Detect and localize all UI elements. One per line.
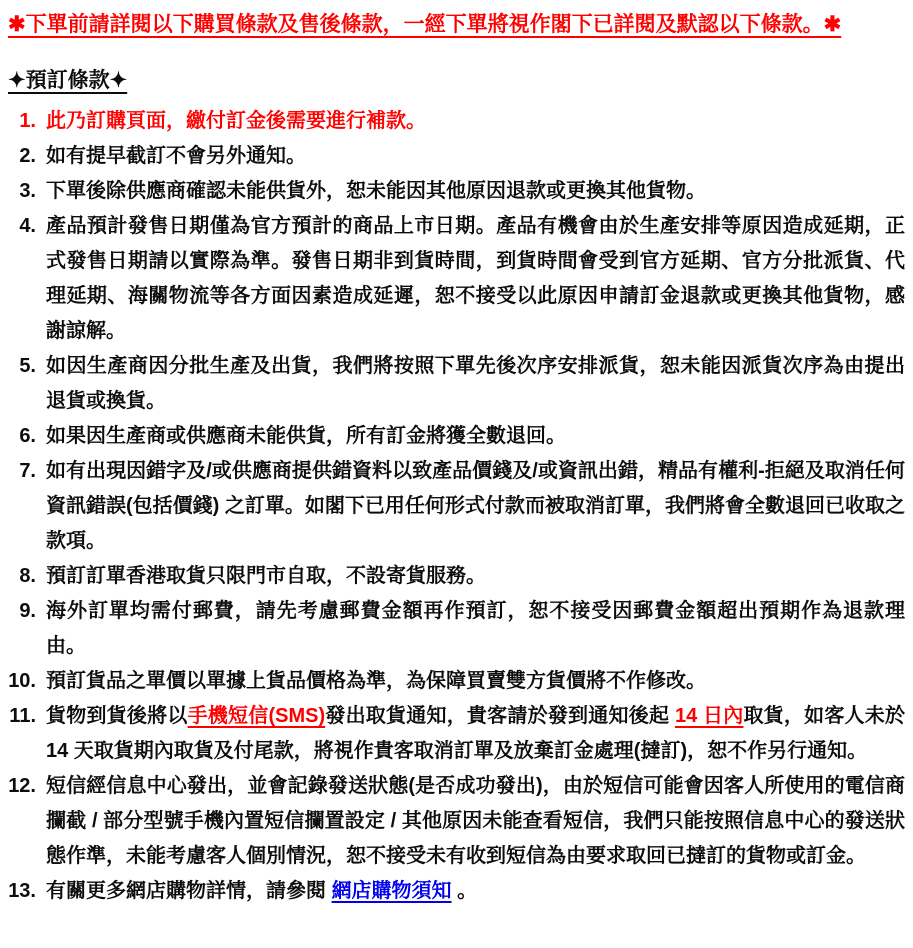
term-text [46,104,905,139]
term-text-segment: 發出取貨通知，貴客請於發到通知後起 [325,705,675,727]
term-number: 7. [19,460,36,482]
term-number: 8. [19,565,36,587]
term-item-9 [8,594,905,664]
term-item-13 [8,874,905,909]
term-text [46,699,905,769]
term-text [46,349,905,419]
term-number: 13. [8,880,36,902]
term-text [46,594,905,664]
term-text-segment: 海外訂單均需付郵費，請先考慮郵費金額再作預訂，恕不接受因郵費金額超出預期作為退款理由。 [46,600,905,657]
term-text [46,454,905,559]
term-text-segment: 有關更多網店購物詳情，請參閱 [46,880,332,902]
term-number: 5. [19,355,36,377]
term-text [46,769,905,874]
term-item-6 [8,419,905,454]
term-number: 1. [19,110,36,132]
term-text-segment: 產品預計發售日期僅為官方預計的商品上市日期。產品有機會由於生產安排等原因造成延期，正式發售日期請以實際為準。發售日期非到貨時間，到貨時間會受到官方延期、官方分批派貨、代理延期、海關物流等各方面因素造成延遲，恕不接受以此原因申請訂金退款或更換其他貨物，感謝諒解。 [46,215,905,342]
term-text [46,419,905,454]
highlight-text: 手機短信(SMS) [187,705,326,727]
section-title-preorder-terms: ✦預訂條款✦ [8,69,128,92]
term-text [46,874,905,909]
term-item-1 [8,104,905,139]
term-text [46,559,905,594]
term-text-segment: 。 [451,880,478,902]
term-item-11 [8,699,905,769]
term-text [46,174,905,209]
terms-list [8,104,905,909]
term-item-2 [8,139,905,174]
term-item-3 [8,174,905,209]
term-item-5 [8,349,905,419]
term-number: 11. [9,705,36,727]
term-text-segment: 取貨，如客人未於 14 天取貨期內取貨及付尾款，將視作貴客取消訂單及放棄訂金處理(撻訂)，恕不作另行通知。 [46,705,906,762]
term-number: 9. [19,600,36,622]
term-text-segment: 下單後除供應商確認未能供貨外，恕未能因其他原因退款或更換其他貨物。 [46,180,706,202]
term-number: 6. [19,425,36,447]
term-text [46,664,905,699]
term-number: 12. [8,775,36,797]
term-text-segment: 如因生產商因分批生產及出貨，我們將按照下單先後次序安排派貨，恕未能因派貨次序為由提出退貨或換貨。 [46,355,905,412]
term-number: 2. [19,145,36,167]
term-text-segment: 如有出現因錯字及/或供應商提供錯資料以致產品價錢及/或資訊出錯，精品有權利-拒絕及取消任何資訊錯誤(包括價錢) 之訂單。如閣下已用任何形式付款而被取消訂單，我們將會全數退回已收取之款項。 [46,460,905,552]
term-text-segment: 短信經信息中心發出，並會記錄發送狀態(是否成功發出)，由於短信可能會因客人所使用的電信商攔截 / 部分型號手機內置短信攔置設定 / 其他原因未能查看短信，我們只能按照信息中心的發送狀態作準，未能考慮客人個別情況，恕不接受未有收到短信為由要求取回已撻訂的貨物或訂金。 [46,775,905,867]
term-number: 10. [8,670,36,692]
term-item-4 [8,209,905,349]
term-item-8 [8,559,905,594]
term-item-10 [8,664,905,699]
term-text-segment: 如有提早截訂不會另外通知。 [46,145,306,167]
term-text-segment: 預訂訂單香港取貨只限門市自取，不設寄貨服務。 [46,565,486,587]
purchase-notice-banner: ✱下單前請詳閱以下購買條款及售後條款，一經下單將視作閣下已詳閱及默認以下條款。✱ [8,13,842,36]
term-text-segment: 預訂貨品之單價以單據上貨品價格為準，為保障買賣雙方貨價將不作修改。 [46,670,706,692]
term-number: 3. [19,180,36,202]
highlight-text: 14 日內 [674,705,744,727]
term-text [46,139,905,174]
term-number: 4. [19,215,36,237]
term-text-segment: 貨物到貨後將以 [46,705,188,727]
term-item-7 [8,454,905,559]
term-item-12 [8,769,905,874]
term-text [46,209,905,349]
shop-notice-link[interactable]: 網店購物須知 [331,880,452,902]
term-text-segment: 此乃訂購頁面，繳付訂金後需要進行補款。 [46,110,426,132]
term-text-segment: 如果因生產商或供應商未能供貨，所有訂金將獲全數退回。 [46,425,566,447]
